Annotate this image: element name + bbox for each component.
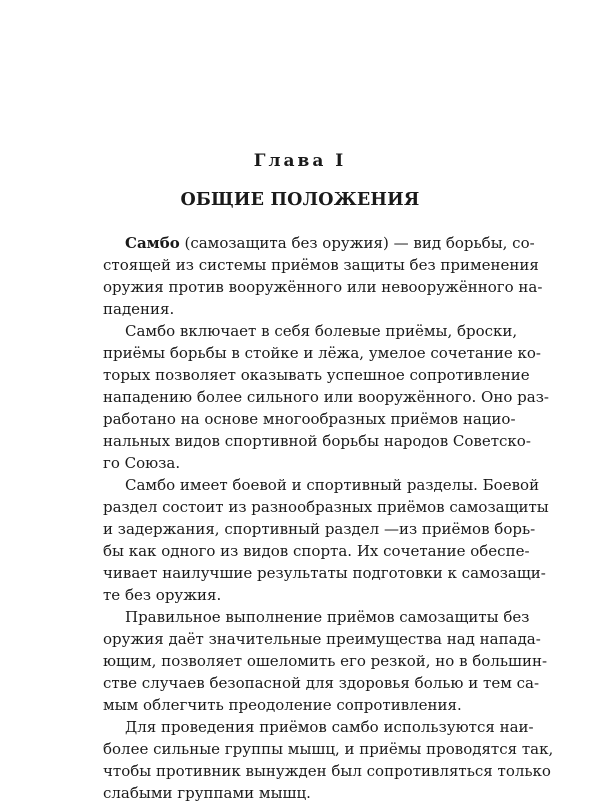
text-line (103, 342, 541, 364)
text-line (103, 298, 503, 320)
text-line (103, 694, 503, 716)
text-line (103, 606, 530, 628)
text-line (103, 496, 549, 518)
line-text: оружия против вооружённого или невооружённого на- (103, 278, 543, 296)
line-text: более сильные группы мышц, и приёмы проводятся так, (103, 740, 554, 758)
text-line (103, 672, 540, 694)
line-text: торых позволяет оказывать успешное сопротивление (103, 366, 530, 384)
paragraph (103, 474, 549, 606)
text-line (103, 738, 554, 760)
text-line (103, 254, 539, 276)
chapter-body (103, 232, 554, 804)
line-text: работано на основе многообразных приёмов нацио- (103, 410, 516, 428)
line-text: ющим, позволяет ошеломить его резкой, но в большин- (103, 652, 548, 670)
text-line (103, 474, 540, 496)
text-line (103, 364, 530, 386)
line-text: приёмы борьбы в стойке и лёжа, умелое сочетание ко- (103, 344, 541, 362)
paragraph (103, 716, 554, 804)
text-line (103, 452, 503, 474)
text-line (103, 650, 548, 672)
line-text: нальных видов спортивной борьбы народов Советско- (103, 432, 531, 450)
line-text: оружия даёт значительные преимущества над напада- (103, 630, 541, 648)
line-text: раздел состоит из разнообразных приёмов самозащиты (103, 498, 549, 516)
text-line (103, 782, 503, 804)
line-text: Правильное выполнение приёмов самозащиты без (125, 608, 530, 626)
chapter-title: ОБЩИЕ ПОЛОЖЕНИЯ (180, 190, 420, 210)
line-text: чтобы противник вынужден был сопротивляться только (103, 762, 551, 780)
line-text: го Союза. (103, 454, 181, 472)
line-text: Самбо имеет боевой и спортивный разделы. Боевой (125, 476, 540, 494)
text-line (103, 386, 549, 408)
line-text: бы как одного из видов спорта. Их сочетание обеспе- (103, 542, 530, 560)
line-text: Самбо включает в себя болевые приёмы, броски, (125, 322, 518, 340)
bold-term: Самбо (125, 234, 180, 252)
line-text: стоящей из системы приёмов защиты без применения (103, 256, 539, 274)
paragraph (103, 320, 549, 474)
line-text: Для проведения приёмов самбо используются наи- (125, 718, 534, 736)
line-text: чивает наилучшие результаты подготовки к самозащи- (103, 564, 546, 582)
text-line (103, 232, 535, 254)
line-text: и задержания, спортивный раздел —из приёмов борь- (103, 520, 536, 538)
paragraph (103, 232, 543, 320)
text-line (103, 716, 534, 738)
line-text: падения. (103, 300, 175, 318)
text-line (103, 320, 518, 342)
line-text: мым облегчить преодоление сопротивления. (103, 696, 462, 714)
text-line (103, 562, 546, 584)
text-line (103, 408, 516, 430)
chapter-number: Глава I (253, 151, 347, 171)
text-line (103, 628, 541, 650)
line-text: те без оружия. (103, 586, 222, 604)
text-line (103, 760, 551, 782)
line-text: слабыми группами мышц. (103, 784, 311, 802)
line-text: нападению более сильного или вооружённого. Оно раз- (103, 388, 549, 406)
line-text: стве случаев безопасной для здоровья болью и тем са- (103, 674, 540, 692)
line-text: (самозащита без оружия) — вид борьбы, со- (179, 234, 535, 252)
text-line (103, 276, 543, 298)
text-line (103, 430, 531, 452)
text-line (103, 540, 530, 562)
text-line (103, 584, 503, 606)
paragraph (103, 606, 548, 716)
text-line (103, 518, 536, 540)
